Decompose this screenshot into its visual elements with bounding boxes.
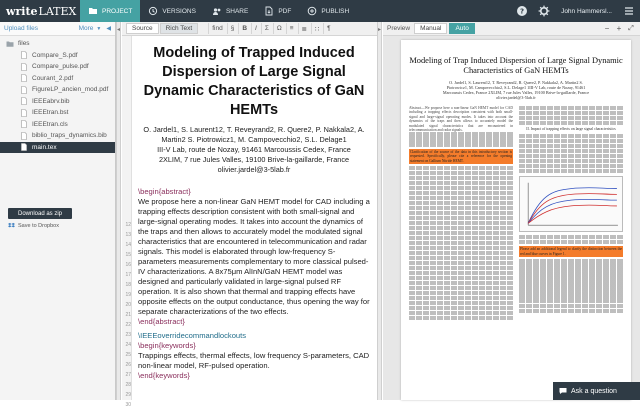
app-logo[interactable] — [0, 0, 80, 22]
file-item-label: IEEEtran.cls — [32, 120, 68, 128]
user-name[interactable]: John Hammersl... — [561, 7, 612, 15]
pdf-columns — [401, 106, 631, 321]
end-keywords: \end{keywords} — [138, 371, 190, 380]
manual-toggle[interactable]: Manual — [414, 23, 447, 34]
keywords-text: Trappings effects, thermal effects, low frequency S-parameters, CAD non-linear model, RF-pulsed operation. — [138, 351, 370, 370]
chevron-down-icon[interactable]: ▼ — [96, 25, 102, 32]
tab-source[interactable]: Source — [126, 23, 159, 34]
section-button[interactable]: § — [227, 23, 238, 34]
ask-question-button[interactable] — [553, 382, 640, 400]
menu-button[interactable] — [618, 0, 640, 22]
document-title[interactable]: Modeling of Trapped Induced Dispersion of Large Signal Dynamic Characteristics of GaN HEMTs — [143, 45, 365, 118]
line-number: 27 — [125, 372, 131, 378]
file-item-label: IEEEtran.bst — [32, 109, 69, 117]
line-number: 19 — [125, 292, 131, 298]
begin-abstract: \begin{abstract} — [138, 187, 191, 196]
file-item-label: IEEEabrv.bib — [32, 97, 70, 105]
svg-text:?: ? — [520, 7, 525, 16]
nav-project-label: PROJECT — [102, 7, 133, 15]
file-item[interactable] — [0, 96, 115, 108]
zoom-out-button[interactable] — [602, 24, 612, 34]
file-item[interactable] — [0, 107, 115, 119]
line-number: 16 — [125, 262, 131, 268]
latex-source[interactable] — [138, 187, 370, 381]
file-item-label: biblio_traps_dynamics.bib — [32, 132, 107, 140]
italic-button[interactable]: I — [251, 23, 260, 34]
more-menu[interactable]: More — [78, 25, 94, 32]
help-icon — [516, 5, 528, 17]
line-number: 26 — [125, 362, 131, 368]
file-item[interactable] — [0, 61, 115, 73]
history-icon — [148, 6, 158, 16]
share-icon — [212, 6, 222, 16]
top-bar — [0, 0, 640, 22]
line-number: 22 — [125, 322, 131, 328]
nav-pdf[interactable] — [256, 0, 299, 22]
ask-question-label: Ask a question — [571, 387, 617, 395]
editor-gutter — [122, 36, 132, 408]
file-item-label: Courant_2.pdf — [32, 74, 74, 82]
pdf-column-left — [409, 106, 513, 321]
file-icon — [20, 132, 28, 140]
minus-icon: − — [604, 24, 610, 33]
file-item[interactable] — [0, 73, 115, 85]
pdf-section-heading: II. Impact of trapping effects on large signal characteristics — [526, 127, 616, 132]
nav-share-label: SHARE — [225, 7, 249, 15]
line-number: 29 — [125, 392, 131, 398]
settings-button[interactable] — [533, 0, 555, 22]
line-number: 30 — [125, 402, 131, 408]
folder-root[interactable] — [0, 38, 115, 50]
file-icon — [20, 143, 28, 151]
logo-text: write — [6, 4, 38, 18]
file-item-selected[interactable] — [0, 142, 115, 154]
collapse-left-icon[interactable]: ◀ — [106, 26, 111, 32]
figure-plot — [520, 177, 622, 231]
nav-pdf-label: PDF — [278, 7, 292, 15]
begin-keywords: \begin{keywords} — [138, 341, 196, 350]
bold-button[interactable]: B — [238, 23, 250, 34]
omega-button[interactable]: Ω — [273, 23, 285, 34]
dropbox-icon — [8, 222, 15, 229]
nav-project[interactable] — [80, 0, 140, 22]
upload-files-link[interactable]: Upload files — [4, 25, 38, 32]
find-button[interactable]: find — [208, 23, 225, 34]
file-icon — [20, 51, 28, 59]
preview-panel — [383, 22, 640, 400]
file-icon — [20, 63, 28, 71]
auto-toggle[interactable]: Auto — [449, 23, 474, 34]
collapse-arrow-icon[interactable]: ◂ — [117, 27, 121, 33]
download-zip-button[interactable]: Download as zip — [8, 208, 72, 219]
affiliation-2: 2XLIM, 7 rue Jules Valles, 19100 Brive-la-gaillarde, France — [158, 155, 350, 164]
logo-tex: LATEX — [38, 4, 77, 18]
review-comment-highlight-2[interactable]: Please add an additional legend to clarify the distinction between the red and blue curves in Figure 1. — [520, 247, 622, 256]
file-item[interactable] — [0, 119, 115, 131]
author-email: olivier.jardel@3-5lab.fr — [217, 165, 291, 174]
dropbox-label: Save to Dropbox — [18, 222, 59, 229]
left-splitter[interactable] — [116, 22, 121, 400]
end-abstract: \end{abstract} — [138, 317, 185, 326]
right-splitter[interactable] — [377, 22, 382, 400]
file-item-label: Compare_S.pdf — [32, 51, 78, 59]
preview-label: Preview — [387, 25, 411, 32]
review-comment-highlight[interactable]: Clarification of the source of the data in this introductory section is requested. Specifically, please cite a reference for the opening statement on Gallium Nitride HEMT. — [410, 149, 512, 163]
table-button[interactable]: ∷ — [311, 23, 322, 34]
publish-icon — [307, 6, 317, 16]
line-number: 24 — [125, 342, 131, 348]
line-number: 20 — [125, 302, 131, 308]
editor-toolbar — [122, 22, 377, 36]
file-item-label: main.tex — [32, 143, 57, 151]
zoom-in-button[interactable] — [614, 24, 624, 34]
file-item[interactable] — [0, 130, 115, 142]
nav-versions[interactable] — [140, 0, 204, 22]
nav-publish-label: PUBLISH — [321, 7, 350, 15]
sum-button[interactable]: Σ — [261, 23, 272, 34]
abstract-text: We propose here a non-linear GaN HEMT model for CAD including a trapping effects description consistent with both small-signal and large-signal operating modes. It takes into account the dynamics of the traps and then allows to accurately model the modulated signal characteristics that are encountered in telecommunication and radar signals. This model is elaborated through low-frequency S-parameters measurements complementary to more classical pulsed-IV characterizations. A 8x75μm AlInN/GaN HEMT model was designed and particularly validated in large-signal pulsed RF operation. It is also shown that thermal and trapping effects have opposite effects on the output conductance, thus opening the way for separate characterizations of the two effects. — [138, 197, 370, 316]
paragraph-button[interactable]: ¶ — [323, 23, 334, 34]
line-number: 25 — [125, 352, 131, 358]
file-item[interactable] — [0, 84, 115, 96]
line-number: 15 — [125, 252, 131, 258]
pdf-abstract: Abstract—We propose here a non-linear GaN HEMT model for CAD including a trapping effects description consistent with both small-signal and large-signal operating modes. It takes into account the dynamics of the traps and then allows to accurately model the modulated signal characteristics that are encountered in telecommunication and radar signals. — [409, 106, 513, 133]
authors-line: O. Jardel1, S. Laurent12, T. Reveyrand2, R. Quere2, P. Nakkala2, A. Martin2 S. Piotrowicz1, M. Campovecchio2, S.L. Delage1 — [143, 125, 365, 144]
list-button[interactable]: ≡ — [286, 23, 297, 34]
fullscreen-button[interactable] — [626, 24, 636, 34]
file-icon — [20, 109, 28, 117]
file-item[interactable] — [0, 50, 115, 62]
numbered-list-button[interactable]: ≣ — [298, 23, 310, 34]
line-number: 17 — [125, 272, 131, 278]
help-button[interactable] — [511, 0, 533, 22]
file-tree — [0, 36, 115, 155]
chat-icon — [559, 387, 567, 395]
gear-icon — [538, 5, 550, 17]
editor-content[interactable] — [138, 36, 370, 400]
line-number: 13 — [125, 232, 131, 238]
file-panel — [0, 22, 116, 400]
folder-icon — [6, 40, 14, 48]
editor-panel — [122, 22, 377, 408]
pdf-authors: O. Jardel1, S. Laurent12, T. Reveyrand2, R. Quere2, P. Nakkala2, A. Martin2 S. Piotrowicz1, M. Campovecchio2, S.L. Delage1 1III-V Lab, route de Nozay, 91461 Marcoussis Cedex, France 2XLIM, 7 rue Jules Valles, 19100 Brive-la-gaillarde, France olivier.jardel@3-5lab.fr — [442, 80, 590, 100]
file-icon — [20, 120, 28, 128]
preview-toolbar — [383, 22, 640, 36]
line-number: 28 — [125, 382, 131, 388]
line-number: 23 — [125, 332, 131, 338]
line-number: 18 — [125, 282, 131, 288]
pdf-figure — [519, 176, 623, 232]
plus-icon: + — [616, 24, 622, 33]
file-icon — [20, 97, 28, 105]
line-number: 21 — [125, 312, 131, 318]
document-authors[interactable] — [138, 125, 370, 175]
pdf-page[interactable] — [401, 40, 631, 400]
folder-icon — [88, 6, 98, 16]
affiliation-1: III-V Lab, route de Nozay, 91461 Marcoussis Cedex, France — [157, 145, 351, 154]
save-to-dropbox-link[interactable] — [8, 222, 59, 229]
ieee-command: \IEEEoverridecommandlockouts — [138, 331, 247, 340]
file-panel-header — [0, 22, 115, 36]
tab-rich-text[interactable]: Rich Text — [160, 23, 199, 34]
nav-share[interactable] — [204, 0, 256, 22]
fullscreen-icon: ⤢ — [628, 24, 634, 32]
pdf-icon — [264, 6, 274, 16]
file-item-label: FigureLP_ancien_mod.pdf — [32, 86, 109, 94]
pdf-title: Modeling of Trap Induced Dispersion of Large Signal Dynamic Characteristics of GaN HEMTs — [409, 56, 623, 75]
line-numbers — [122, 220, 132, 410]
file-icon — [20, 74, 28, 82]
line-number: 14 — [125, 242, 131, 248]
file-item-label: Compare_pulse.pdf — [32, 63, 89, 71]
folder-root-label: files — [18, 40, 30, 48]
nav-versions-label: VERSIONS — [162, 7, 196, 15]
file-icon — [20, 86, 28, 94]
line-number: 12 — [125, 222, 131, 228]
nav-publish[interactable] — [299, 0, 357, 22]
pdf-column-right — [519, 106, 623, 321]
hamburger-icon — [624, 6, 634, 16]
expand-arrow-icon[interactable]: ▸ — [378, 27, 382, 33]
